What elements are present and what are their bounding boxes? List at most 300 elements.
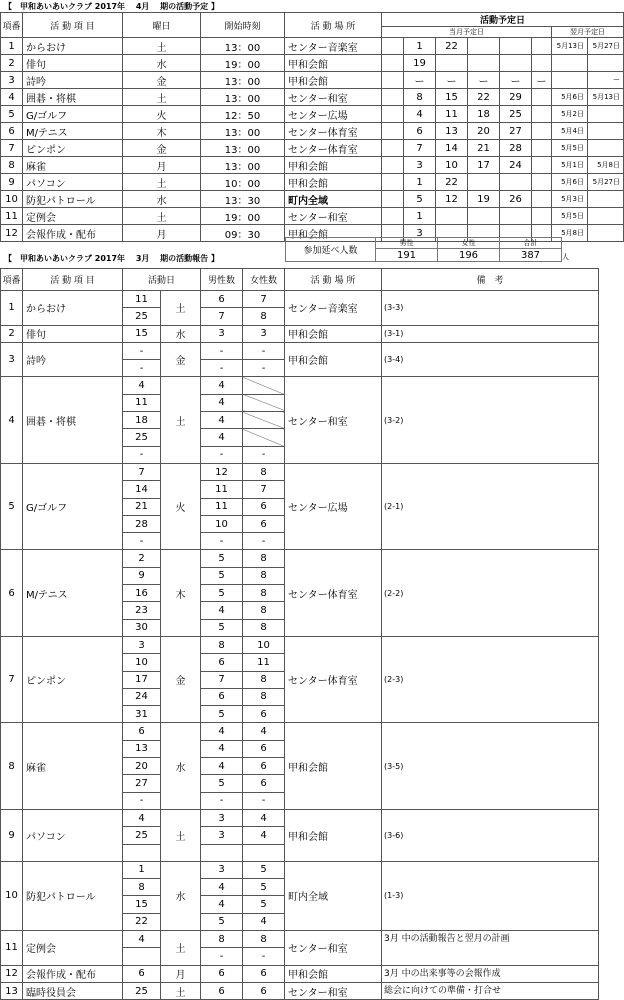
report-remark: (1-3) <box>382 861 599 930</box>
report-date: 15 <box>123 896 161 913</box>
sched-start-time: 19：00 <box>201 55 285 72</box>
report-female <box>243 429 285 446</box>
sched-next-month <box>552 55 588 72</box>
report-female: 5 <box>243 861 285 878</box>
sched-day <box>382 191 404 208</box>
report-female: - <box>243 446 285 463</box>
sched-day <box>532 38 552 55</box>
report-female: - <box>243 948 285 965</box>
sched-weekday: 土 <box>123 89 201 106</box>
sched-next-month <box>588 55 624 72</box>
sched-day: 8 <box>404 89 436 106</box>
sched-day <box>500 174 532 191</box>
sched-day: ー <box>532 72 552 89</box>
report-no: 9 <box>1 809 23 861</box>
sched-activity: 囲碁・将棋 <box>23 89 123 106</box>
sched-start-time: 13：00 <box>201 140 285 157</box>
report-female: 5 <box>243 879 285 896</box>
report-no: 5 <box>1 463 23 549</box>
report-row <box>1 723 599 740</box>
report-date: 16 <box>123 585 161 602</box>
sched-day: 14 <box>436 140 468 157</box>
sched-place: センター和室 <box>285 208 382 225</box>
report-date: - <box>123 792 161 809</box>
sched-day <box>532 55 552 72</box>
sched-day: ー <box>436 72 468 89</box>
report-male: 4 <box>201 412 243 429</box>
participants-total: 387 <box>500 249 562 262</box>
sched-start-time: 13：00 <box>201 157 285 174</box>
sched-activity: パソコン <box>23 174 123 191</box>
schedule-row <box>1 140 624 157</box>
sched-day: 22 <box>436 174 468 191</box>
report-date: 6 <box>123 965 161 982</box>
report-date: 22 <box>123 913 161 930</box>
participants-male-label: 男性 <box>376 238 438 249</box>
report-no: 4 <box>1 377 23 463</box>
report-activity: 定例会 <box>23 930 123 965</box>
sched-day: 27 <box>500 123 532 140</box>
report-weekday: 土 <box>161 377 201 463</box>
report-no: 3 <box>1 342 23 377</box>
sched-day: 19 <box>404 55 436 72</box>
report-male: 4 <box>201 377 243 394</box>
schedule-row <box>1 89 624 106</box>
sched-no: 8 <box>1 157 23 174</box>
sched-day <box>532 208 552 225</box>
sched-day: 1 <box>404 208 436 225</box>
report-place: センター体育室 <box>285 550 382 636</box>
report-weekday: 水 <box>161 723 201 809</box>
report-remark: 3月 中の出来事等の会報作成 <box>382 965 599 982</box>
sched-day <box>382 123 404 140</box>
report-female: 4 <box>243 809 285 826</box>
report-row <box>1 291 599 308</box>
sched-no: 2 <box>1 55 23 72</box>
report-date: 20 <box>123 758 161 775</box>
report-female: 6 <box>243 740 285 757</box>
report-no: 1 <box>1 291 23 326</box>
report-weekday: 土 <box>161 291 201 326</box>
participants-male: 191 <box>376 249 438 262</box>
sched-weekday: 金 <box>123 140 201 157</box>
sched-place: 町内全域 <box>285 191 382 208</box>
report-date: 25 <box>123 308 161 325</box>
report-date: 17 <box>123 671 161 688</box>
report-date: 9 <box>123 567 161 584</box>
sched-no: 6 <box>1 123 23 140</box>
report-activity: からおけ <box>23 291 123 326</box>
report-date: 21 <box>123 498 161 515</box>
report-female: 6 <box>243 965 285 982</box>
sched-header-start: 開始時刻 <box>201 13 285 38</box>
report-date: 4 <box>123 377 161 394</box>
report-no: 8 <box>1 723 23 809</box>
sched-day: 19 <box>468 191 500 208</box>
sched-day: ー <box>500 72 532 89</box>
report-header-remarks: 備 考 <box>382 269 599 291</box>
sched-day <box>500 208 532 225</box>
report-row <box>1 377 599 394</box>
sched-next-month: 5月8日 <box>552 225 588 242</box>
report-male: 6 <box>201 688 243 705</box>
report-female: 5 <box>243 896 285 913</box>
sched-place: 甲和会館 <box>285 157 382 174</box>
sched-day <box>500 55 532 72</box>
sched-next-month: 5月5日 <box>552 140 588 157</box>
sched-next-month: 5月4日 <box>552 123 588 140</box>
report-female: 8 <box>243 308 285 325</box>
schedule-row <box>1 38 624 55</box>
report-date: - <box>123 533 161 550</box>
report-male <box>201 844 243 861</box>
report-male: 5 <box>201 619 243 636</box>
participants-box <box>285 237 573 262</box>
report-remark: (3-6) <box>382 809 599 861</box>
report-male: 4 <box>201 394 243 411</box>
sched-day: 15 <box>436 89 468 106</box>
report-row <box>1 930 599 947</box>
participants-total-label: 合計 <box>500 238 562 249</box>
report-male: 5 <box>201 913 243 930</box>
sched-next-month: 5月2日 <box>552 106 588 123</box>
sched-weekday: 土 <box>123 174 201 191</box>
schedule-row <box>1 123 624 140</box>
report-male: 11 <box>201 481 243 498</box>
report-header-activity: 活 動 項 目 <box>23 269 123 291</box>
report-activity: 臨時役員会 <box>23 982 123 999</box>
report-place: 甲和会館 <box>285 325 382 342</box>
report-date: 11 <box>123 291 161 308</box>
report-female: 6 <box>243 498 285 515</box>
report-no: 7 <box>1 636 23 722</box>
sched-day <box>436 208 468 225</box>
sched-activity: からおけ <box>23 38 123 55</box>
schedule-row <box>1 191 624 208</box>
sched-activity: 防犯パトロール <box>23 191 123 208</box>
sched-weekday: 水 <box>123 55 201 72</box>
report-remark: 総会に向けての準備・打合せ <box>382 982 599 999</box>
sched-day: 4 <box>404 106 436 123</box>
sched-no: 1 <box>1 38 23 55</box>
sched-day <box>532 123 552 140</box>
report-place: センター和室 <box>285 377 382 463</box>
sched-activity: 詩吟 <box>23 72 123 89</box>
report-male: 3 <box>201 325 243 342</box>
sched-header-plan: 活動予定日 <box>382 13 624 27</box>
sched-day <box>532 174 552 191</box>
report-weekday: 月 <box>161 965 201 982</box>
report-female: - <box>243 533 285 550</box>
sched-start-time: 13：00 <box>201 38 285 55</box>
sched-no: 5 <box>1 106 23 123</box>
sched-next-month: 5月1日 <box>552 157 588 174</box>
report-date: 27 <box>123 775 161 792</box>
report-activity: 防犯パトロール <box>23 861 123 930</box>
sched-next-month: 5月6日 <box>552 174 588 191</box>
report-weekday: 土 <box>161 930 201 965</box>
report-activity: M/テニス <box>23 550 123 636</box>
report-date: 18 <box>123 412 161 429</box>
report-remark: (3-5) <box>382 723 599 809</box>
report-male: 8 <box>201 930 243 947</box>
report-header-male: 男性数 <box>201 269 243 291</box>
report-header-date: 活動日 <box>123 269 201 291</box>
sched-day: 22 <box>436 38 468 55</box>
sched-weekday: 水 <box>123 191 201 208</box>
report-remark: (3-1) <box>382 325 599 342</box>
report-place: センター広場 <box>285 463 382 549</box>
sched-next-month: 5月5日 <box>552 208 588 225</box>
sched-next-month: 5月13日 <box>588 89 624 106</box>
report-table <box>0 268 599 1000</box>
sched-no: 12 <box>1 225 23 242</box>
report-date: 1 <box>123 861 161 878</box>
sched-next-month: ー <box>588 72 624 89</box>
schedule-row <box>1 174 624 191</box>
sched-header-place: 活 動 場 所 <box>285 13 382 38</box>
report-date: 4 <box>123 930 161 947</box>
report-male: 12 <box>201 463 243 480</box>
sched-day: 12 <box>436 191 468 208</box>
sched-day: 20 <box>468 123 500 140</box>
report-header-place: 活 動 場 所 <box>285 269 382 291</box>
report-weekday: 金 <box>161 636 201 722</box>
sched-activity: M/テニス <box>23 123 123 140</box>
report-female: 6 <box>243 775 285 792</box>
sched-day: 3 <box>404 157 436 174</box>
report-place: センター和室 <box>285 930 382 965</box>
report-female: 7 <box>243 481 285 498</box>
sched-day <box>532 89 552 106</box>
report-female <box>243 394 285 411</box>
report-place: 甲和会館 <box>285 723 382 809</box>
sched-day: 22 <box>468 89 500 106</box>
sched-no: 3 <box>1 72 23 89</box>
sched-day <box>436 55 468 72</box>
report-female: 3 <box>243 325 285 342</box>
sched-start-time: 10：00 <box>201 174 285 191</box>
sched-start-time: 19：00 <box>201 208 285 225</box>
schedule-row <box>1 208 624 225</box>
report-date: - <box>123 360 161 377</box>
sched-start-time: 13：00 <box>201 72 285 89</box>
sched-day <box>468 208 500 225</box>
sched-header-next-month: 翌月予定日 <box>552 27 624 38</box>
sched-day: 21 <box>468 140 500 157</box>
sched-next-month <box>588 106 624 123</box>
report-date: 2 <box>123 550 161 567</box>
sched-day <box>468 55 500 72</box>
sched-place: センター体育室 <box>285 123 382 140</box>
sched-day <box>382 157 404 174</box>
report-male: 8 <box>201 636 243 653</box>
sched-day: 24 <box>500 157 532 174</box>
report-male: 5 <box>201 585 243 602</box>
report-row <box>1 342 599 359</box>
report-male: 6 <box>201 965 243 982</box>
report-date: 13 <box>123 740 161 757</box>
report-date: 25 <box>123 982 161 999</box>
sched-start-time: 13：30 <box>201 191 285 208</box>
report-activity: 会報作成・配布 <box>23 965 123 982</box>
report-remark: (2-1) <box>382 463 599 549</box>
report-header-no: 項番 <box>1 269 23 291</box>
sched-day: 17 <box>468 157 500 174</box>
report-date <box>123 844 161 861</box>
report-place: 甲和会館 <box>285 809 382 861</box>
report-female: - <box>243 342 285 359</box>
report-date: 28 <box>123 515 161 532</box>
sched-activity: G/ゴルフ <box>23 106 123 123</box>
report-female: 4 <box>243 827 285 844</box>
report-male: 4 <box>201 429 243 446</box>
report-male: 4 <box>201 723 243 740</box>
sched-weekday: 火 <box>123 106 201 123</box>
report-male: 6 <box>201 982 243 999</box>
sched-activity: 定例会 <box>23 208 123 225</box>
report-female: 11 <box>243 654 285 671</box>
report-female: 8 <box>243 688 285 705</box>
sched-activity: ピンポン <box>23 140 123 157</box>
report-female: 8 <box>243 671 285 688</box>
sched-day: ー <box>404 72 436 89</box>
sched-day: 11 <box>436 106 468 123</box>
report-female: 4 <box>243 723 285 740</box>
sched-day: 18 <box>468 106 500 123</box>
participants-female: 196 <box>438 249 500 262</box>
report-female: 8 <box>243 550 285 567</box>
sched-day <box>532 191 552 208</box>
sched-day <box>382 89 404 106</box>
report-activity: 麻雀 <box>23 723 123 809</box>
sched-no: 10 <box>1 191 23 208</box>
report-place: センター体育室 <box>285 636 382 722</box>
sched-next-month <box>588 123 624 140</box>
report-male: 10 <box>201 515 243 532</box>
sched-day <box>382 174 404 191</box>
report-male: - <box>201 533 243 550</box>
sched-day: 5 <box>404 191 436 208</box>
report-female <box>243 844 285 861</box>
sched-day: 28 <box>500 140 532 157</box>
report-activity: パソコン <box>23 809 123 861</box>
sched-day <box>468 174 500 191</box>
sched-day: ー <box>468 72 500 89</box>
sched-place: センター音楽室 <box>285 38 382 55</box>
report-female: - <box>243 792 285 809</box>
report-date: 23 <box>123 602 161 619</box>
sched-day <box>532 106 552 123</box>
report-date: 24 <box>123 688 161 705</box>
report-female: 6 <box>243 515 285 532</box>
report-weekday: 土 <box>161 982 201 999</box>
report-weekday: 火 <box>161 463 201 549</box>
report-no: 11 <box>1 930 23 965</box>
report-no: 6 <box>1 550 23 636</box>
report-date: 31 <box>123 706 161 723</box>
sched-day <box>532 157 552 174</box>
report-row <box>1 982 599 999</box>
schedule-row <box>1 72 624 89</box>
sched-no: 7 <box>1 140 23 157</box>
report-female: 8 <box>243 585 285 602</box>
report-place: 町内全域 <box>285 861 382 930</box>
report-male: 4 <box>201 602 243 619</box>
sched-next-month: 5月3日 <box>552 191 588 208</box>
report-male: - <box>201 948 243 965</box>
report-remark: (2-3) <box>382 636 599 722</box>
report-weekday: 水 <box>161 861 201 930</box>
schedule-row <box>1 106 624 123</box>
report-place: 甲和会館 <box>285 965 382 982</box>
report-place: センター音楽室 <box>285 291 382 326</box>
report-remark: (3-2) <box>382 377 599 463</box>
sched-no: 9 <box>1 174 23 191</box>
schedule-row <box>1 55 624 72</box>
report-row <box>1 550 599 567</box>
report-remark: (3-4) <box>382 342 599 377</box>
report-date: 8 <box>123 879 161 896</box>
sched-day <box>532 140 552 157</box>
report-male: 5 <box>201 706 243 723</box>
report-male: 5 <box>201 550 243 567</box>
report-row <box>1 861 599 878</box>
report-female: 4 <box>243 913 285 930</box>
sched-day <box>468 38 500 55</box>
sched-next-month <box>552 72 588 89</box>
sched-day <box>382 72 404 89</box>
participants-female-label: 女性 <box>438 238 500 249</box>
report-date: 4 <box>123 809 161 826</box>
sched-day: 13 <box>436 123 468 140</box>
report-place: 甲和会館 <box>285 342 382 377</box>
sched-activity: 麻雀 <box>23 157 123 174</box>
report-male: 3 <box>201 861 243 878</box>
report-no: 12 <box>1 965 23 982</box>
schedule-title: 【 甲和あいあいクラブ 2017年 4月 期の活動予定 】 <box>4 2 219 11</box>
report-no: 2 <box>1 325 23 342</box>
report-male: 5 <box>201 567 243 584</box>
sched-no: 4 <box>1 89 23 106</box>
report-activity: G/ゴルフ <box>23 463 123 549</box>
report-weekday: 金 <box>161 342 201 377</box>
report-title: 【 甲和あいあいクラブ 2017年 3月 期の活動報告 】 <box>4 254 219 263</box>
sched-next-month: 5月8日 <box>588 157 624 174</box>
report-row <box>1 463 599 480</box>
report-male: - <box>201 342 243 359</box>
report-male: 4 <box>201 740 243 757</box>
report-weekday: 水 <box>161 325 201 342</box>
sched-day: 29 <box>500 89 532 106</box>
sched-day <box>382 38 404 55</box>
report-male: - <box>201 360 243 377</box>
report-female: 10 <box>243 636 285 653</box>
sched-place: 甲和会館 <box>285 55 382 72</box>
sched-start-time: 09：30 <box>201 225 285 242</box>
report-female: 8 <box>243 619 285 636</box>
report-date: 15 <box>123 325 161 342</box>
participants-unit: 人 <box>562 252 569 261</box>
sched-next-month: 5月13日 <box>552 38 588 55</box>
report-date: - <box>123 446 161 463</box>
sched-place: センター体育室 <box>285 140 382 157</box>
sched-day: 1 <box>404 38 436 55</box>
report-remark: 3月 中の活動報告と翌月の計画 <box>382 930 599 965</box>
report-male: 6 <box>201 291 243 308</box>
sched-day: 3 <box>404 225 436 242</box>
report-female: 6 <box>243 706 285 723</box>
